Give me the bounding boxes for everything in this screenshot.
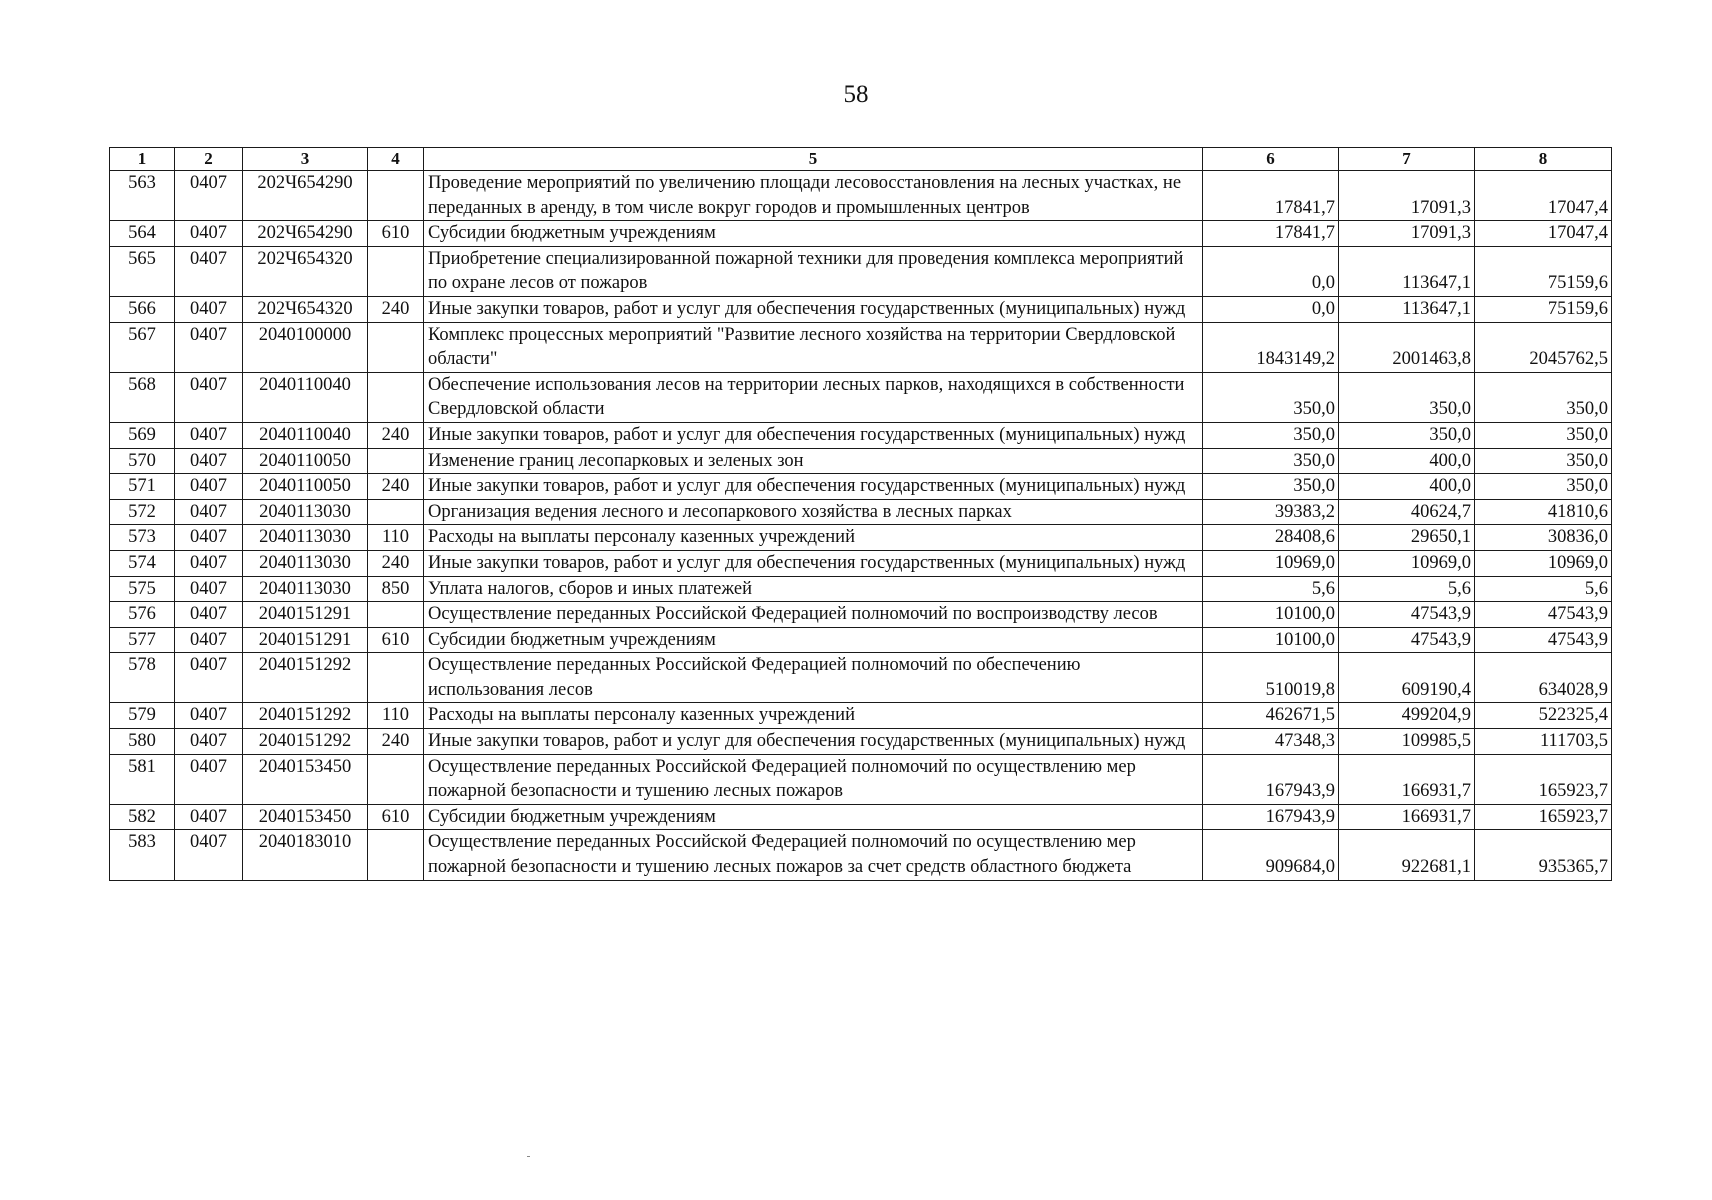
section-code-cell: 0407 — [175, 602, 243, 628]
column-header: 1 — [110, 148, 175, 171]
expense-type-cell — [368, 372, 424, 422]
amount-col8-cell: 17047,4 — [1475, 171, 1612, 221]
target-code-cell: 2040151291 — [243, 627, 368, 653]
expense-type-cell: 240 — [368, 296, 424, 322]
expense-type-cell: 110 — [368, 703, 424, 729]
amount-col6-cell: 350,0 — [1203, 448, 1339, 474]
amount-col8-cell: 41810,6 — [1475, 499, 1612, 525]
amount-col7-cell: 499204,9 — [1339, 703, 1475, 729]
target-code-cell: 2040183010 — [243, 830, 368, 880]
amount-col6-cell: 28408,6 — [1203, 525, 1339, 551]
amount-col6-cell: 510019,8 — [1203, 653, 1339, 703]
table-row — [110, 754, 1612, 804]
section-code-cell: 0407 — [175, 372, 243, 422]
description-cell: Субсидии бюджетным учреждениям — [424, 627, 1203, 653]
expense-type-cell — [368, 322, 424, 372]
description-cell: Иные закупки товаров, работ и услуг для обеспечения государственных (муниципальных) нужд — [424, 550, 1203, 576]
table-row — [110, 422, 1612, 448]
amount-col8-cell: 111703,5 — [1475, 729, 1612, 755]
amount-col8-cell: 350,0 — [1475, 422, 1612, 448]
table-row — [110, 602, 1612, 628]
description-cell: Расходы на выплаты персоналу казенных учреждений — [424, 703, 1203, 729]
amount-col6-cell: 5,6 — [1203, 576, 1339, 602]
amount-col8-cell: 47543,9 — [1475, 627, 1612, 653]
row-number-cell: 569 — [110, 422, 175, 448]
target-code-cell: 2040113030 — [243, 576, 368, 602]
section-code-cell: 0407 — [175, 296, 243, 322]
amount-col7-cell: 17091,3 — [1339, 221, 1475, 247]
amount-col7-cell: 47543,9 — [1339, 602, 1475, 628]
section-code-cell: 0407 — [175, 448, 243, 474]
expense-type-cell: 240 — [368, 474, 424, 500]
description-cell: Обеспечение использования лесов на территории лесных парков, находящихся в собственности Свердловской области — [424, 372, 1203, 422]
amount-col6-cell: 17841,7 — [1203, 221, 1339, 247]
row-number-cell: 578 — [110, 653, 175, 703]
row-number-cell: 568 — [110, 372, 175, 422]
row-number-cell: 573 — [110, 525, 175, 551]
budget-table — [109, 147, 1612, 881]
section-code-cell: 0407 — [175, 474, 243, 500]
target-code-cell: 2040110050 — [243, 448, 368, 474]
expense-type-cell: 240 — [368, 422, 424, 448]
row-number-cell: 563 — [110, 171, 175, 221]
table-row — [110, 703, 1612, 729]
amount-col7-cell: 40624,7 — [1339, 499, 1475, 525]
table-row — [110, 729, 1612, 755]
target-code-cell: 2040153450 — [243, 754, 368, 804]
row-number-cell: 566 — [110, 296, 175, 322]
amount-col7-cell: 400,0 — [1339, 474, 1475, 500]
row-number-cell: 574 — [110, 550, 175, 576]
table-row — [110, 550, 1612, 576]
row-number-cell: 583 — [110, 830, 175, 880]
table-row — [110, 246, 1612, 296]
target-code-cell: 202Ч654320 — [243, 246, 368, 296]
expense-type-cell: 850 — [368, 576, 424, 602]
amount-col7-cell: 2001463,8 — [1339, 322, 1475, 372]
amount-col6-cell: 909684,0 — [1203, 830, 1339, 880]
amount-col7-cell: 113647,1 — [1339, 246, 1475, 296]
target-code-cell: 202Ч654320 — [243, 296, 368, 322]
expense-type-cell — [368, 448, 424, 474]
row-number-cell: 570 — [110, 448, 175, 474]
table-row — [110, 653, 1612, 703]
description-cell: Иные закупки товаров, работ и услуг для обеспечения государственных (муниципальных) нужд — [424, 729, 1203, 755]
amount-col6-cell: 350,0 — [1203, 474, 1339, 500]
amount-col8-cell: 935365,7 — [1475, 830, 1612, 880]
description-cell: Расходы на выплаты персоналу казенных учреждений — [424, 525, 1203, 551]
target-code-cell: 2040151292 — [243, 653, 368, 703]
target-code-cell: 2040113030 — [243, 499, 368, 525]
amount-col8-cell: 30836,0 — [1475, 525, 1612, 551]
section-code-cell: 0407 — [175, 322, 243, 372]
description-cell: Осуществление переданных Российской Федерацией полномочий по осуществлению мер пожарной безопасности и тушению лесных пожаров — [424, 754, 1203, 804]
description-cell: Осуществление переданных Российской Федерацией полномочий по осуществлению мер пожарной безопасности и тушению лесных пожаров за счет средств областного бюджета — [424, 830, 1203, 880]
amount-col7-cell: 17091,3 — [1339, 171, 1475, 221]
description-cell: Осуществление переданных Российской Федерацией полномочий по обеспечению использования лесов — [424, 653, 1203, 703]
table-header-row — [110, 148, 1612, 171]
amount-col6-cell: 10100,0 — [1203, 602, 1339, 628]
amount-col7-cell: 922681,1 — [1339, 830, 1475, 880]
row-number-cell: 579 — [110, 703, 175, 729]
amount-col7-cell: 10969,0 — [1339, 550, 1475, 576]
section-code-cell: 0407 — [175, 499, 243, 525]
section-code-cell: 0407 — [175, 703, 243, 729]
target-code-cell: 2040110040 — [243, 422, 368, 448]
amount-col7-cell: 350,0 — [1339, 372, 1475, 422]
amount-col6-cell: 10969,0 — [1203, 550, 1339, 576]
section-code-cell: 0407 — [175, 221, 243, 247]
column-header: 6 — [1203, 148, 1339, 171]
expense-type-cell — [368, 171, 424, 221]
section-code-cell: 0407 — [175, 422, 243, 448]
section-code-cell: 0407 — [175, 830, 243, 880]
amount-col8-cell: 75159,6 — [1475, 246, 1612, 296]
amount-col8-cell: 2045762,5 — [1475, 322, 1612, 372]
amount-col7-cell: 47543,9 — [1339, 627, 1475, 653]
amount-col6-cell: 39383,2 — [1203, 499, 1339, 525]
amount-col8-cell: 350,0 — [1475, 474, 1612, 500]
column-header: 3 — [243, 148, 368, 171]
table-row — [110, 448, 1612, 474]
expense-type-cell: 240 — [368, 729, 424, 755]
amount-col6-cell: 0,0 — [1203, 246, 1339, 296]
description-cell: Иные закупки товаров, работ и услуг для обеспечения государственных (муниципальных) нужд — [424, 474, 1203, 500]
description-cell: Субсидии бюджетным учреждениям — [424, 221, 1203, 247]
expense-type-cell: 610 — [368, 221, 424, 247]
section-code-cell: 0407 — [175, 550, 243, 576]
table-body — [110, 171, 1612, 881]
table-row — [110, 474, 1612, 500]
expense-type-cell: 610 — [368, 804, 424, 830]
amount-col7-cell: 29650,1 — [1339, 525, 1475, 551]
description-cell: Проведение мероприятий по увеличению площади лесовосстановления на лесных участках, не переданных в аренду, в том числе вокруг городов и промышленных центров — [424, 171, 1203, 221]
table-row — [110, 296, 1612, 322]
amount-col7-cell: 166931,7 — [1339, 754, 1475, 804]
amount-col6-cell: 462671,5 — [1203, 703, 1339, 729]
column-header: 5 — [424, 148, 1203, 171]
target-code-cell: 2040110050 — [243, 474, 368, 500]
table-row — [110, 576, 1612, 602]
amount-col7-cell: 5,6 — [1339, 576, 1475, 602]
amount-col8-cell: 165923,7 — [1475, 754, 1612, 804]
row-number-cell: 580 — [110, 729, 175, 755]
section-code-cell: 0407 — [175, 576, 243, 602]
row-number-cell: 582 — [110, 804, 175, 830]
amount-col7-cell: 166931,7 — [1339, 804, 1475, 830]
section-code-cell: 0407 — [175, 729, 243, 755]
description-cell: Изменение границ лесопарковых и зеленых зон — [424, 448, 1203, 474]
scan-mark — [527, 1156, 530, 1157]
amount-col8-cell: 634028,9 — [1475, 653, 1612, 703]
section-code-cell: 0407 — [175, 246, 243, 296]
amount-col6-cell: 350,0 — [1203, 422, 1339, 448]
table-row — [110, 221, 1612, 247]
description-cell: Организация ведения лесного и лесопаркового хозяйства в лесных парках — [424, 499, 1203, 525]
amount-col8-cell: 47543,9 — [1475, 602, 1612, 628]
description-cell: Субсидии бюджетным учреждениям — [424, 804, 1203, 830]
amount-col7-cell: 109985,5 — [1339, 729, 1475, 755]
expense-type-cell — [368, 653, 424, 703]
expense-type-cell: 240 — [368, 550, 424, 576]
amount-col6-cell: 17841,7 — [1203, 171, 1339, 221]
table-row — [110, 804, 1612, 830]
row-number-cell: 564 — [110, 221, 175, 247]
amount-col8-cell: 350,0 — [1475, 372, 1612, 422]
target-code-cell: 2040100000 — [243, 322, 368, 372]
amount-col8-cell: 10969,0 — [1475, 550, 1612, 576]
description-cell: Осуществление переданных Российской Федерацией полномочий по воспроизводству лесов — [424, 602, 1203, 628]
section-code-cell: 0407 — [175, 754, 243, 804]
column-header: 8 — [1475, 148, 1612, 171]
amount-col6-cell: 167943,9 — [1203, 804, 1339, 830]
target-code-cell: 2040113030 — [243, 550, 368, 576]
amount-col6-cell: 47348,3 — [1203, 729, 1339, 755]
expense-type-cell — [368, 499, 424, 525]
amount-col7-cell: 400,0 — [1339, 448, 1475, 474]
row-number-cell: 575 — [110, 576, 175, 602]
amount-col8-cell: 75159,6 — [1475, 296, 1612, 322]
section-code-cell: 0407 — [175, 804, 243, 830]
target-code-cell: 2040151291 — [243, 602, 368, 628]
amount-col8-cell: 350,0 — [1475, 448, 1612, 474]
expense-type-cell — [368, 602, 424, 628]
section-code-cell: 0407 — [175, 653, 243, 703]
target-code-cell: 2040151292 — [243, 729, 368, 755]
row-number-cell: 572 — [110, 499, 175, 525]
table-row — [110, 322, 1612, 372]
amount-col6-cell: 0,0 — [1203, 296, 1339, 322]
description-cell: Иные закупки товаров, работ и услуг для обеспечения государственных (муниципальных) нужд — [424, 296, 1203, 322]
table-row — [110, 499, 1612, 525]
section-code-cell: 0407 — [175, 525, 243, 551]
expense-type-cell — [368, 246, 424, 296]
amount-col7-cell: 113647,1 — [1339, 296, 1475, 322]
table-row — [110, 171, 1612, 221]
table-row — [110, 627, 1612, 653]
description-cell: Уплата налогов, сборов и иных платежей — [424, 576, 1203, 602]
target-code-cell: 2040151292 — [243, 703, 368, 729]
amount-col8-cell: 165923,7 — [1475, 804, 1612, 830]
expense-type-cell: 110 — [368, 525, 424, 551]
amount-col8-cell: 522325,4 — [1475, 703, 1612, 729]
row-number-cell: 576 — [110, 602, 175, 628]
amount-col6-cell: 167943,9 — [1203, 754, 1339, 804]
section-code-cell: 0407 — [175, 627, 243, 653]
amount-col8-cell: 5,6 — [1475, 576, 1612, 602]
amount-col8-cell: 17047,4 — [1475, 221, 1612, 247]
target-code-cell: 2040113030 — [243, 525, 368, 551]
row-number-cell: 577 — [110, 627, 175, 653]
amount-col6-cell: 10100,0 — [1203, 627, 1339, 653]
target-code-cell: 2040110040 — [243, 372, 368, 422]
page-number: 58 — [843, 81, 869, 108]
expense-type-cell — [368, 754, 424, 804]
table-row — [110, 372, 1612, 422]
description-cell: Приобретение специализированной пожарной техники для проведения комплекса мероприятий по охране лесов от пожаров — [424, 246, 1203, 296]
row-number-cell: 581 — [110, 754, 175, 804]
description-cell: Иные закупки товаров, работ и услуг для обеспечения государственных (муниципальных) нужд — [424, 422, 1203, 448]
table-row — [110, 830, 1612, 880]
row-number-cell: 565 — [110, 246, 175, 296]
row-number-cell: 567 — [110, 322, 175, 372]
row-number-cell: 571 — [110, 474, 175, 500]
expense-type-cell: 610 — [368, 627, 424, 653]
expense-type-cell — [368, 830, 424, 880]
amount-col6-cell: 1843149,2 — [1203, 322, 1339, 372]
table-row — [110, 525, 1612, 551]
target-code-cell: 202Ч654290 — [243, 221, 368, 247]
amount-col6-cell: 350,0 — [1203, 372, 1339, 422]
target-code-cell: 202Ч654290 — [243, 171, 368, 221]
amount-col7-cell: 609190,4 — [1339, 653, 1475, 703]
column-header: 7 — [1339, 148, 1475, 171]
target-code-cell: 2040153450 — [243, 804, 368, 830]
amount-col7-cell: 350,0 — [1339, 422, 1475, 448]
column-header: 2 — [175, 148, 243, 171]
section-code-cell: 0407 — [175, 171, 243, 221]
description-cell: Комплекс процессных мероприятий "Развитие лесного хозяйства на территории Свердловской области" — [424, 322, 1203, 372]
column-header: 4 — [368, 148, 424, 171]
